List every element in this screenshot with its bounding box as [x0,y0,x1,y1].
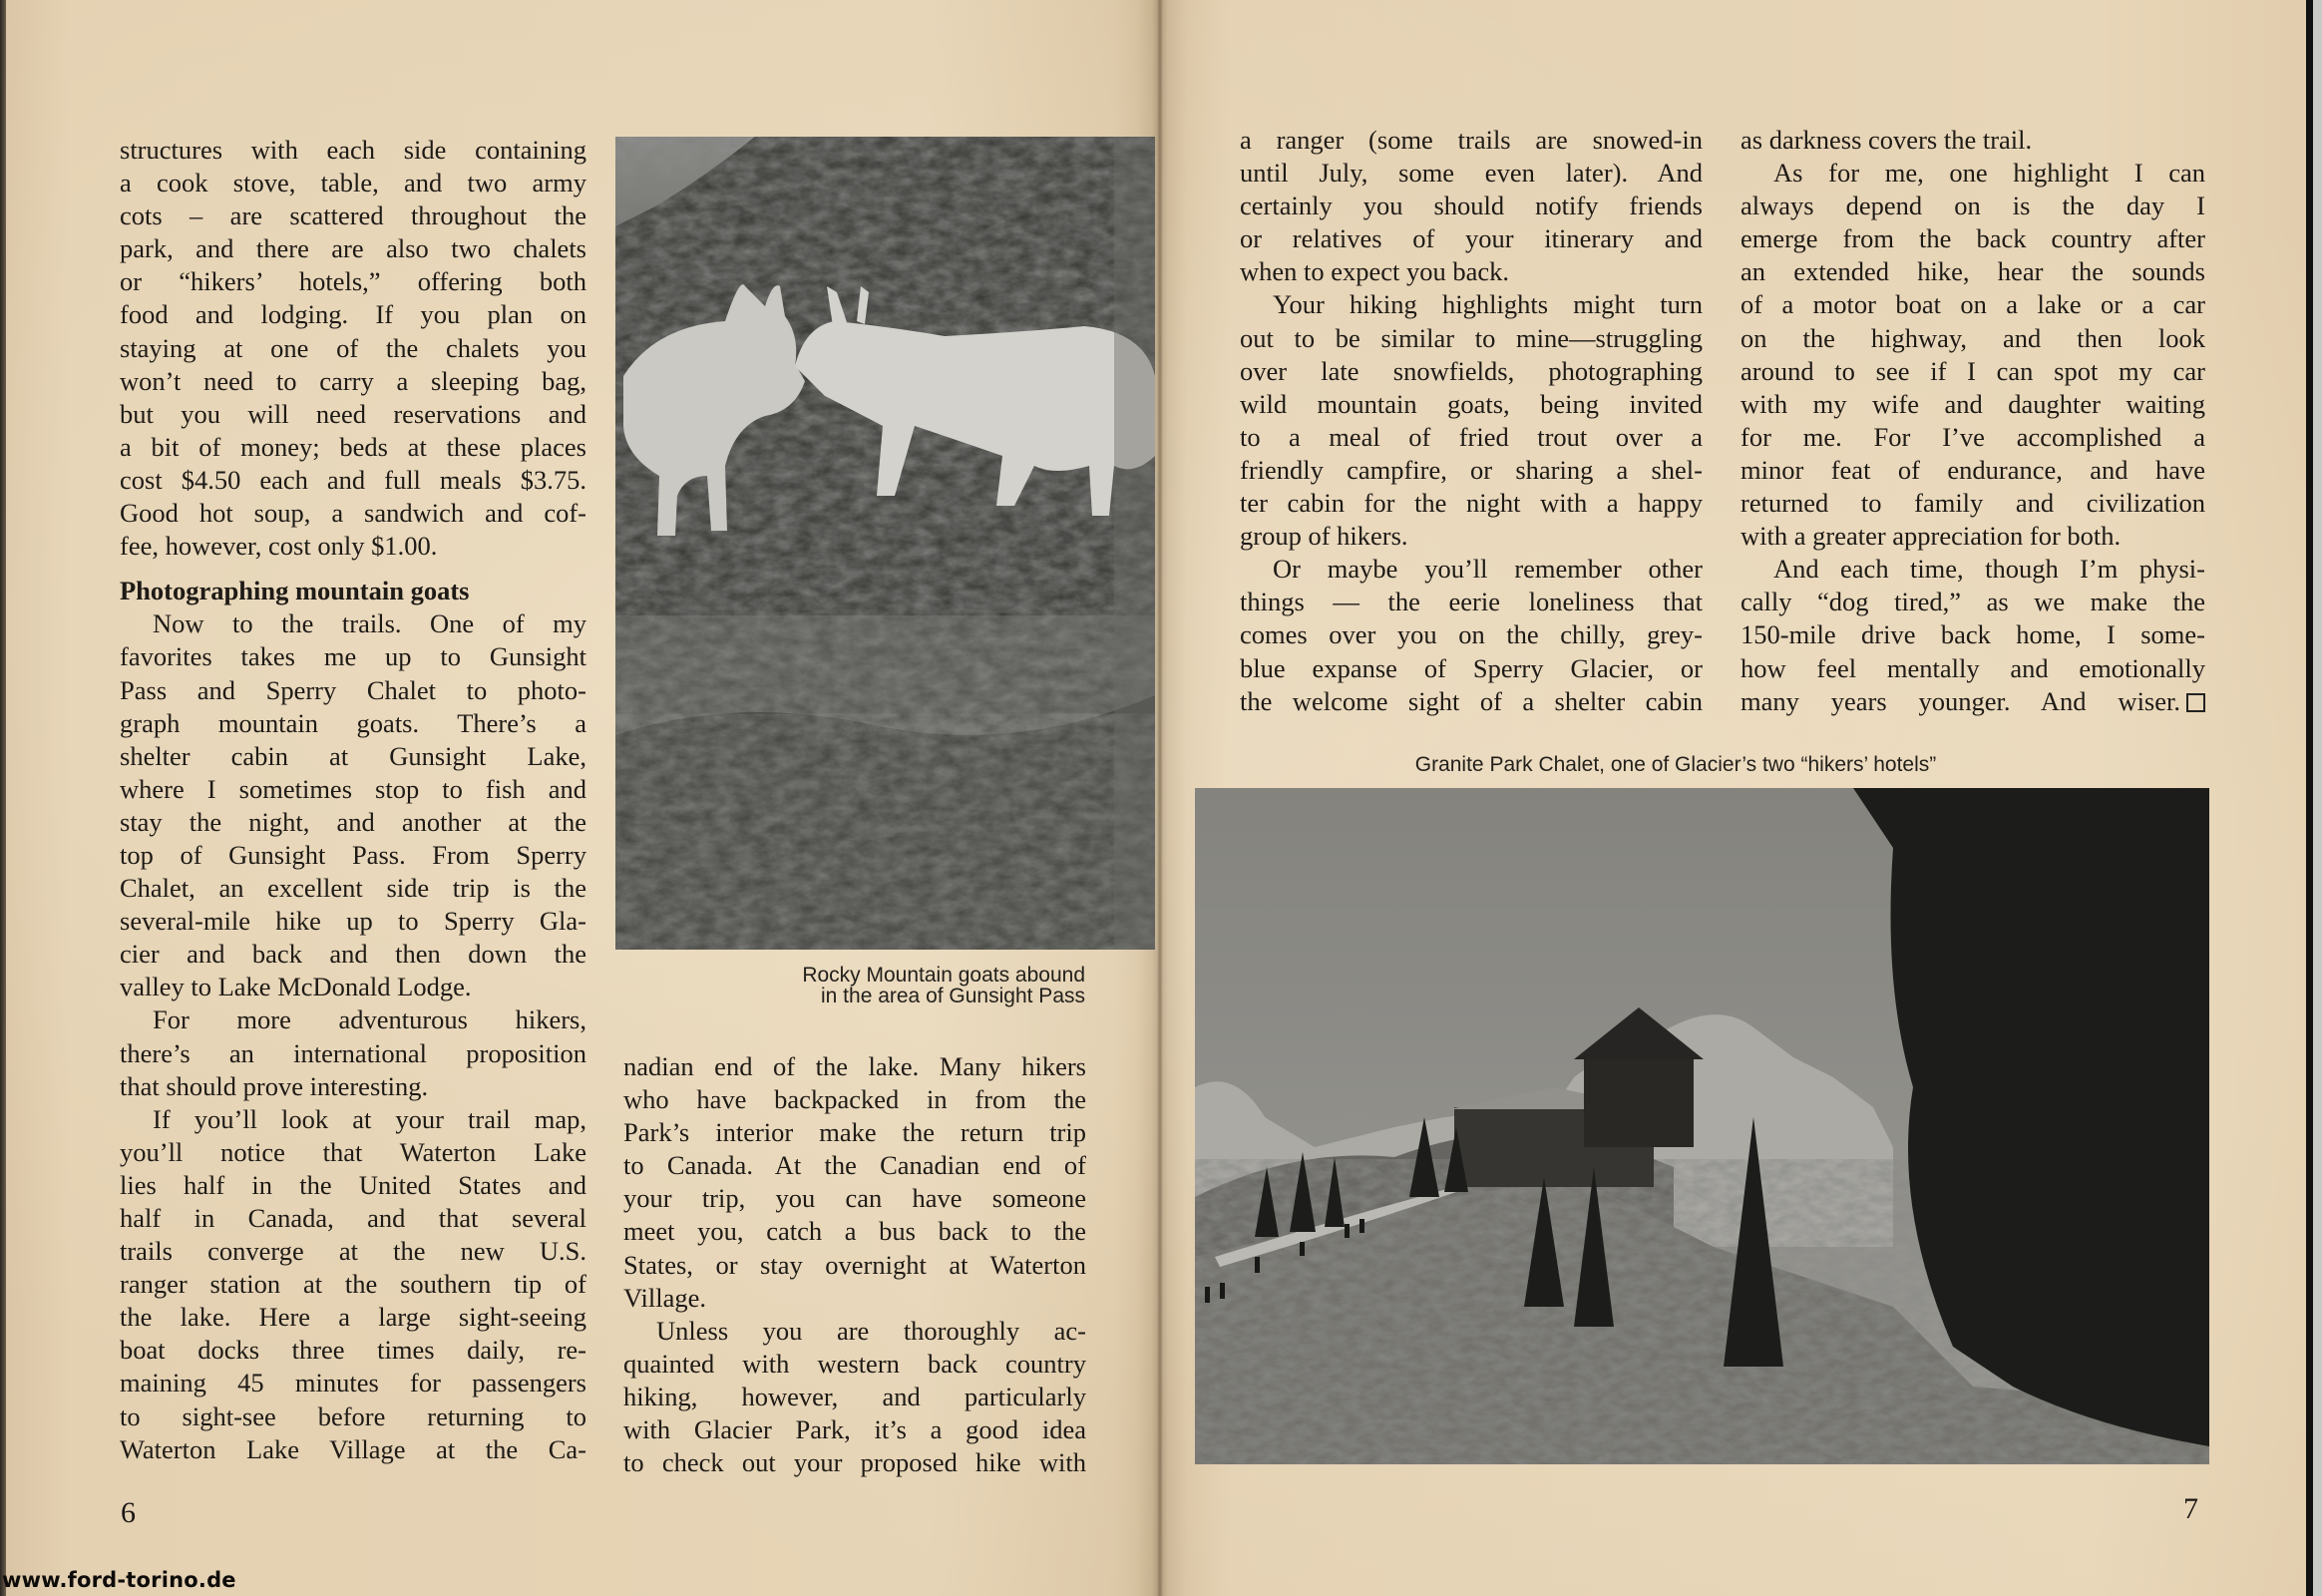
text-line: graph mountain goats. There’s a [120,707,586,738]
text-line: Chalet, an excellent side trip is the [120,873,586,904]
text-line: friendly campfire, or sharing a shel- [1240,454,1703,485]
text-line: a cook stove, table, and two army [120,168,586,199]
text-line: Or maybe you’ll remember other [1273,554,1703,585]
scan-left-edge [0,0,6,1596]
text-line: where I sometimes stop to fish and [120,773,586,804]
text-line: many years younger. And wiser. [1741,685,2205,718]
text-line: you’ll notice that Waterton Lake [120,1136,586,1167]
text-line: top of Gunsight Pass. From Sperry [120,839,586,870]
text-line: half in Canada, and that several [120,1203,586,1233]
text-line: hiking, however, and particularly [623,1381,1086,1411]
text-line: several-mile hike up to Sperry Gla- [120,906,586,937]
text-line: to Canada. At the Canadian end of [623,1150,1086,1181]
text-line: as darkness covers the trail. [1741,125,2033,155]
text-line: cots – are scattered throughout the [120,200,586,231]
text-line: always depend on is the day I [1741,191,2205,221]
text-line: who have backpacked in from the [623,1084,1086,1115]
text-line: to a meal of fried trout over a [1240,421,1703,452]
text-line: Your hiking highlights might turn [1273,289,1703,320]
granite-park-chalet-photo [1195,788,2209,1464]
text-line: park, and there are also two chalets [120,233,586,264]
text-line: food and lodging. If you plan on [120,299,586,330]
paragraph [1741,157,2205,553]
text-line: things — the eerie loneliness that [1240,587,1703,617]
scan-right-edge [2306,0,2313,1596]
caption-line: Rocky Mountain goats abound [802,964,1085,987]
text-line: Good hot soup, a sandwich and cof- [120,498,586,529]
text-line: or “hikers’ hotels,” offering both [120,266,586,297]
film-grain [1195,788,2209,1464]
text-line: Village. [623,1282,707,1313]
paragraph [1240,124,1703,288]
caption-line: in the area of Gunsight Pass [821,985,1085,1007]
text-line: quainted with western back country [623,1348,1086,1379]
film-grain [615,137,1155,950]
text-line: a ranger (some trails are snowed-in [1240,125,1703,155]
text-line: to check out your proposed hike with [623,1447,1086,1478]
website-watermark[interactable]: www.ford-torino.de [2,1568,236,1592]
text-line: cally “dog tired,” as we make the [1741,587,2205,617]
text-line: an extended hike, hear the sounds [1741,256,2205,287]
text-line: of a motor boat on a lake or a car [1741,289,2205,320]
text-line: Pass and Sperry Chalet to photo- [120,674,586,705]
right-page-column-2 [1741,124,2205,718]
text-line: to sight-see before returning to [120,1400,586,1431]
text-line: States, or stay overnight at Waterton [623,1249,1086,1280]
text-line: out to be similar to mine—struggling [1240,322,1703,353]
text-line: or relatives of your itinerary and [1240,223,1703,254]
text-line: around to see if I can spot my car [1741,355,2205,386]
text-line: For more adventurous hikers, [153,1004,586,1035]
paragraph [1240,553,1703,717]
text-line: when to expect you back. [1240,256,1510,287]
paragraph [623,1315,1086,1479]
text-line: comes over you on the chilly, grey- [1240,619,1703,650]
text-line: won’t need to carry a sleeping bag, [120,365,586,396]
text-line: with Glacier Park, it’s a good idea [623,1414,1086,1445]
scan-right-margin [2313,0,2322,1596]
text-line: on the highway, and then look [1741,322,2205,353]
text-line: Park’s interior make the return trip [623,1117,1086,1148]
text-line: minor feat of endurance, and have [1741,454,2205,485]
text-line: over late snowfields, photographing [1240,355,1703,386]
text-line: Waterton Lake Village at the Ca- [120,1433,586,1464]
paragraph [1741,124,2205,157]
paragraph [120,607,586,1003]
text-line: cier and back and then down the [120,939,586,970]
page-number-left: 6 [121,1496,136,1529]
text-line: staying at one of the chalets you [120,332,586,363]
text-line: the welcome sight of a shelter cabin [1240,685,1703,716]
text-line: As for me, one highlight I can [1773,158,2205,189]
goats-photo-illustration [615,137,1155,950]
text-line: favorites takes me up to Gunsight [120,641,586,672]
spine-fold [1157,0,1163,1596]
text-line: stay the night, and another at the [120,806,586,837]
text-line: until July, some even later). And [1240,158,1703,189]
text-line: that should prove interesting. [120,1070,429,1101]
text-line: If you’ll look at your trail map, [153,1103,586,1134]
text-line: Unless you are thoroughly ac- [656,1315,1086,1346]
text-line: shelter cabin at Gunsight Lake, [120,740,586,771]
paragraph [120,1103,586,1466]
text-line: ter cabin for the night with a happy [1240,488,1703,519]
text-line: structures with each side containing [120,135,586,165]
text-line: boat docks three times daily, re- [120,1335,586,1366]
text-line: wild mountain goats, being invited [1240,388,1703,419]
text-line: group of hikers. [1240,521,1408,552]
text-line: trails converge at the new U.S. [120,1236,586,1267]
text-line: with my wife and daughter waiting [1741,388,2205,419]
text-line: cost $4.50 each and full meals $3.75. [120,464,586,495]
page-number-right: 7 [2183,1492,2198,1525]
text-line: how feel mentally and emotionally [1741,652,2205,683]
text-line: with a greater appreciation for both. [1741,521,2122,552]
text-line: 150-mile drive back home, I some- [1741,619,2205,650]
text-line: maining 45 minutes for passengers [120,1368,586,1398]
paragraph-final [1741,553,2205,717]
text-line: meet you, catch a bus back to the [623,1216,1086,1247]
text-line: valley to Lake McDonald Lodge. [120,972,472,1002]
text-line: a bit of money; beds at these places [120,431,586,462]
mountain-goats-photo [615,137,1155,950]
chalet-photo-caption: Granite Park Chalet, one of Glacier’s two “hikers’ hotels” [1414,753,1937,776]
left-page-column-1 [120,134,586,1466]
text-line: but you will need reservations and [120,398,586,429]
text-line: the lake. Here a large sight-seeing [120,1302,586,1333]
goat-photo-caption [638,965,1085,1006]
text-line: your trip, you can have someone [623,1183,1086,1214]
chalet-photo-illustration [1195,788,2209,1464]
paragraph-intro [120,134,586,563]
text-line: blue expanse of Sperry Glacier, or [1240,652,1703,683]
text-line: fee, however, cost only $1.00. [120,531,438,562]
text-line: ranger station at the southern tip of [120,1269,586,1300]
text-line: certainly you should notify friends [1240,191,1703,221]
section-heading: Photographing mountain goats [120,576,470,606]
text-line: for me. For I’ve accomplished a [1741,421,2205,452]
paragraph [120,1003,586,1102]
text-line: Now to the trails. One of my [153,608,586,639]
end-mark-icon [2186,693,2205,712]
text-line: emerge from the back country after [1741,223,2205,254]
left-page-column-2 [623,1050,1086,1479]
right-page-column-1 [1240,124,1703,718]
text-line: returned to family and civilization [1741,488,2205,519]
text-line: there’s an international proposition [120,1037,586,1068]
spine-glare [1114,137,1155,950]
text-line: And each time, though I’m physi- [1773,554,2205,585]
text-line: lies half in the United States and [120,1169,586,1200]
text-line: nadian end of the lake. Many hikers [623,1051,1086,1081]
paragraph [623,1050,1086,1315]
paragraph [1240,288,1703,553]
